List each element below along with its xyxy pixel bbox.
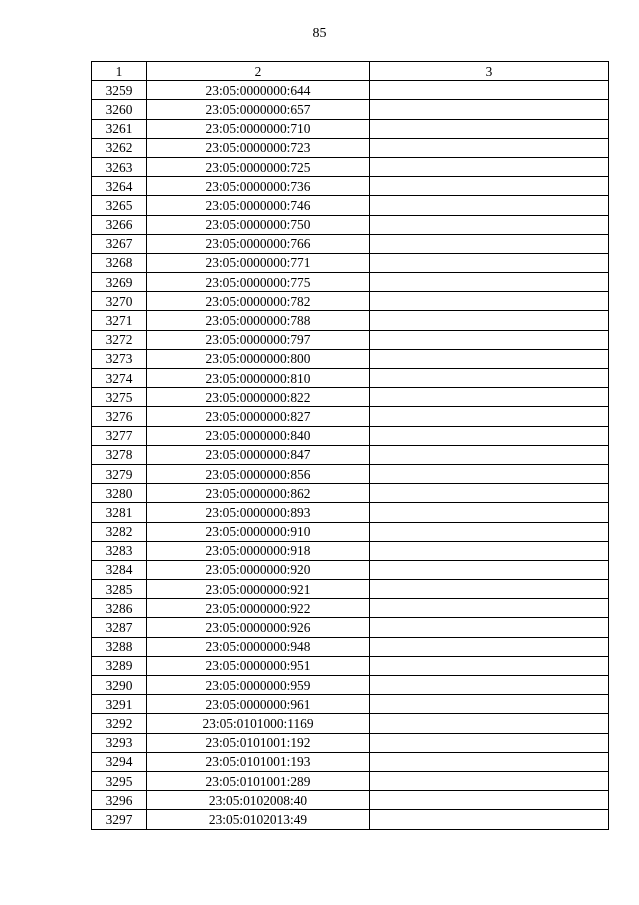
cadastral-number-cell: 23:05:0000000:746 [147,196,370,215]
notes-cell [370,503,609,522]
cadastral-number-cell: 23:05:0000000:961 [147,695,370,714]
row-number-cell: 3288 [92,637,147,656]
notes-cell [370,349,609,368]
table-row [92,349,609,368]
cadastral-number-cell: 23:05:0000000:657 [147,100,370,119]
cadastral-number-cell: 23:05:0000000:810 [147,369,370,388]
row-number-cell: 3264 [92,177,147,196]
notes-cell [370,138,609,157]
table-header-row [92,62,609,81]
cadastral-number-cell: 23:05:0000000:800 [147,349,370,368]
notes-cell [370,637,609,656]
table-row [92,676,609,695]
notes-cell [370,388,609,407]
notes-cell [370,100,609,119]
table-row [92,177,609,196]
table-row [92,771,609,790]
table-row [92,445,609,464]
notes-cell [370,810,609,829]
table-row [92,503,609,522]
cadastral-number-cell: 23:05:0000000:710 [147,119,370,138]
row-number-cell: 3259 [92,81,147,100]
table-row [92,656,609,675]
table-row [92,311,609,330]
row-number-cell: 3271 [92,311,147,330]
table-row [92,426,609,445]
column-header-2: 2 [147,62,370,81]
cadastral-table [91,61,609,830]
notes-cell [370,695,609,714]
notes-cell [370,157,609,176]
cadastral-number-cell: 23:05:0102008:40 [147,791,370,810]
table-row [92,714,609,733]
row-number-cell: 3280 [92,484,147,503]
cadastral-number-cell: 23:05:0000000:921 [147,580,370,599]
table-row [92,580,609,599]
table-body [92,81,609,829]
row-number-cell: 3285 [92,580,147,599]
cadastral-number-cell: 23:05:0000000:725 [147,157,370,176]
notes-cell [370,714,609,733]
notes-cell [370,311,609,330]
row-number-cell: 3297 [92,810,147,829]
cadastral-number-cell: 23:05:0000000:840 [147,426,370,445]
notes-cell [370,292,609,311]
row-number-cell: 3272 [92,330,147,349]
cadastral-number-cell: 23:05:0000000:766 [147,234,370,253]
page-number: 85 [312,26,327,41]
table-row [92,292,609,311]
row-number-cell: 3284 [92,560,147,579]
cadastral-number-cell: 23:05:0000000:922 [147,599,370,618]
cadastral-number-cell: 23:05:0000000:926 [147,618,370,637]
cadastral-number-cell: 23:05:0000000:910 [147,522,370,541]
cadastral-number-cell: 23:05:0000000:959 [147,676,370,695]
cadastral-number-cell: 23:05:0000000:775 [147,273,370,292]
table-row [92,273,609,292]
row-number-cell: 3296 [92,791,147,810]
cadastral-number-cell: 23:05:0000000:736 [147,177,370,196]
row-number-cell: 3291 [92,695,147,714]
notes-cell [370,484,609,503]
row-number-cell: 3269 [92,273,147,292]
cadastral-number-cell: 23:05:0102013:49 [147,810,370,829]
row-number-cell: 3281 [92,503,147,522]
cadastral-number-cell: 23:05:0000000:948 [147,637,370,656]
notes-cell [370,522,609,541]
notes-cell [370,580,609,599]
notes-cell [370,752,609,771]
row-number-cell: 3289 [92,656,147,675]
row-number-cell: 3266 [92,215,147,234]
cadastral-number-cell: 23:05:0000000:782 [147,292,370,311]
row-number-cell: 3295 [92,771,147,790]
table-row [92,119,609,138]
notes-cell [370,215,609,234]
notes-cell [370,599,609,618]
row-number-cell: 3282 [92,522,147,541]
table-row [92,388,609,407]
cadastral-number-cell: 23:05:0101000:1169 [147,714,370,733]
row-number-cell: 3265 [92,196,147,215]
table-row [92,695,609,714]
column-header-1: 1 [92,62,147,81]
notes-cell [370,676,609,695]
column-header-3: 3 [370,62,609,81]
cadastral-number-cell: 23:05:0101001:192 [147,733,370,752]
table-row [92,234,609,253]
notes-cell [370,771,609,790]
row-number-cell: 3293 [92,733,147,752]
table-row [92,330,609,349]
row-number-cell: 3277 [92,426,147,445]
row-number-cell: 3268 [92,253,147,272]
notes-cell [370,196,609,215]
table-row [92,541,609,560]
table-row [92,560,609,579]
cadastral-number-cell: 23:05:0000000:893 [147,503,370,522]
cadastral-number-cell: 23:05:0000000:644 [147,81,370,100]
notes-cell [370,234,609,253]
table-row [92,196,609,215]
row-number-cell: 3279 [92,464,147,483]
notes-cell [370,369,609,388]
row-number-cell: 3274 [92,369,147,388]
row-number-cell: 3270 [92,292,147,311]
cadastral-number-cell: 23:05:0000000:951 [147,656,370,675]
table-row [92,733,609,752]
notes-cell [370,541,609,560]
row-number-cell: 3290 [92,676,147,695]
notes-cell [370,791,609,810]
row-number-cell: 3267 [92,234,147,253]
row-number-cell: 3286 [92,599,147,618]
row-number-cell: 3276 [92,407,147,426]
table-row [92,637,609,656]
notes-cell [370,445,609,464]
row-number-cell: 3273 [92,349,147,368]
notes-cell [370,273,609,292]
table-row [92,138,609,157]
notes-cell [370,177,609,196]
cadastral-number-cell: 23:05:0101001:193 [147,752,370,771]
cadastral-number-cell: 23:05:0000000:788 [147,311,370,330]
cadastral-number-cell: 23:05:0000000:847 [147,445,370,464]
table-row [92,464,609,483]
row-number-cell: 3263 [92,157,147,176]
row-number-cell: 3261 [92,119,147,138]
cadastral-number-cell: 23:05:0000000:771 [147,253,370,272]
table-row [92,599,609,618]
row-number-cell: 3287 [92,618,147,637]
notes-cell [370,81,609,100]
table-row [92,81,609,100]
notes-cell [370,330,609,349]
table-row [92,522,609,541]
cadastral-number-cell: 23:05:0000000:822 [147,388,370,407]
row-number-cell: 3260 [92,100,147,119]
notes-cell [370,119,609,138]
cadastral-number-cell: 23:05:0101001:289 [147,771,370,790]
table-row [92,369,609,388]
table-row [92,253,609,272]
cadastral-number-cell: 23:05:0000000:797 [147,330,370,349]
table-row [92,791,609,810]
row-number-cell: 3294 [92,752,147,771]
notes-cell [370,618,609,637]
notes-cell [370,733,609,752]
table-row [92,484,609,503]
row-number-cell: 3292 [92,714,147,733]
cadastral-number-cell: 23:05:0000000:750 [147,215,370,234]
table-row [92,407,609,426]
notes-cell [370,560,609,579]
cadastral-number-cell: 23:05:0000000:723 [147,138,370,157]
cadastral-number-cell: 23:05:0000000:918 [147,541,370,560]
cadastral-number-cell: 23:05:0000000:862 [147,484,370,503]
table-row [92,157,609,176]
row-number-cell: 3283 [92,541,147,560]
notes-cell [370,407,609,426]
notes-cell [370,464,609,483]
table-row [92,215,609,234]
cadastral-number-cell: 23:05:0000000:920 [147,560,370,579]
cadastral-number-cell: 23:05:0000000:856 [147,464,370,483]
table-row [92,752,609,771]
notes-cell [370,426,609,445]
notes-cell [370,656,609,675]
table-row [92,100,609,119]
table-row [92,810,609,829]
row-number-cell: 3262 [92,138,147,157]
notes-cell [370,253,609,272]
cadastral-number-cell: 23:05:0000000:827 [147,407,370,426]
row-number-cell: 3278 [92,445,147,464]
table-row [92,618,609,637]
row-number-cell: 3275 [92,388,147,407]
